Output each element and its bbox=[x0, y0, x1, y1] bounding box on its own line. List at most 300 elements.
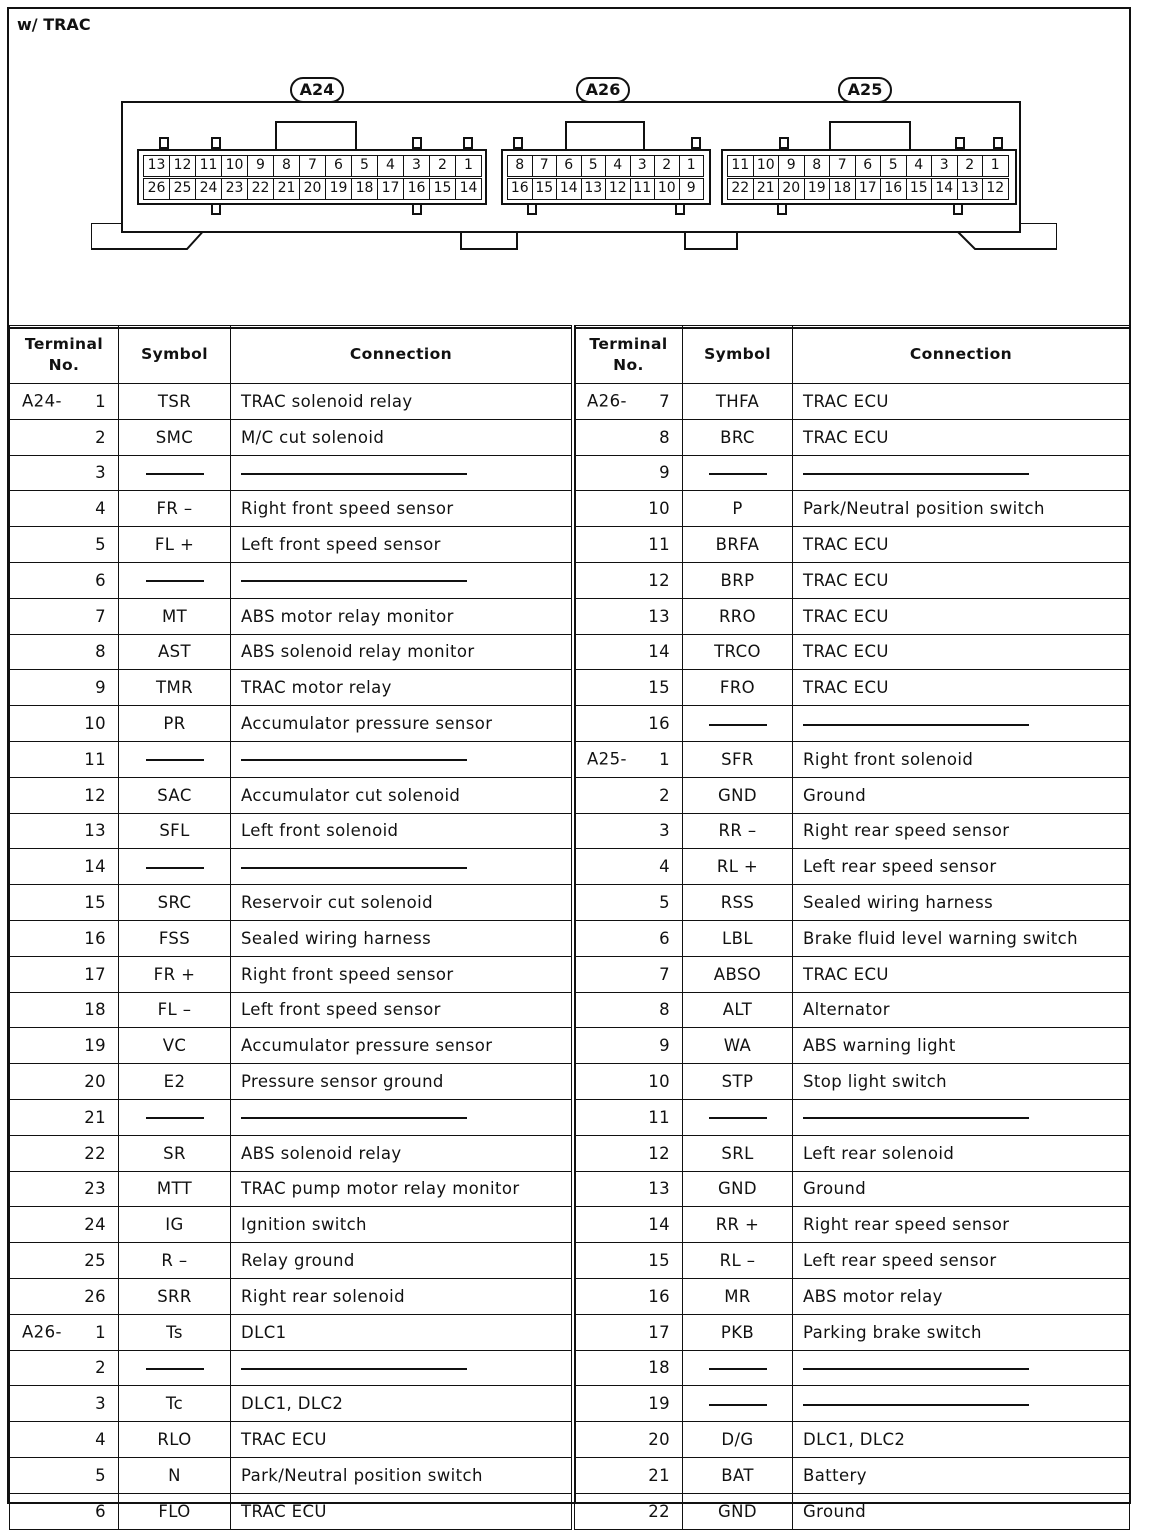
table-row bbox=[575, 491, 1130, 527]
terminal-number: 5 bbox=[95, 1465, 106, 1485]
a24-pin: 24 bbox=[195, 178, 222, 200]
a26-pin: 10 bbox=[654, 178, 680, 200]
terminal-cell bbox=[10, 1278, 119, 1314]
terminal-cell bbox=[10, 1064, 119, 1100]
a24-pin: 15 bbox=[429, 178, 456, 200]
connection-cell: Right rear solenoid bbox=[231, 1278, 572, 1314]
table-row bbox=[10, 419, 572, 455]
terminal-cell bbox=[10, 1171, 119, 1207]
connection-cell: ABS warning light bbox=[793, 1028, 1130, 1064]
terminal-number: 9 bbox=[659, 1036, 670, 1056]
table-row bbox=[10, 1314, 572, 1350]
a24-pin: 4 bbox=[377, 155, 404, 177]
no-connection-dash bbox=[709, 724, 767, 726]
a24-pin: 8 bbox=[273, 155, 300, 177]
connection-cell: TRAC solenoid relay bbox=[231, 384, 572, 420]
connector-a25 bbox=[721, 149, 1017, 205]
terminal-cell bbox=[575, 527, 683, 563]
table-row bbox=[10, 1099, 572, 1135]
terminal-cell bbox=[575, 813, 683, 849]
terminal-number: 21 bbox=[648, 1465, 670, 1485]
connection-cell bbox=[231, 1099, 572, 1135]
terminal-cell bbox=[10, 1135, 119, 1171]
header-symbol: Symbol bbox=[119, 326, 231, 384]
header-terminal bbox=[575, 326, 683, 384]
connection-cell: Park/Neutral position switch bbox=[231, 1457, 572, 1493]
no-connection-dash bbox=[709, 1404, 767, 1406]
terminal-cell bbox=[575, 670, 683, 706]
terminal-number: 9 bbox=[659, 463, 670, 483]
terminal-number: 19 bbox=[84, 1036, 106, 1056]
a24-pin: 13 bbox=[143, 155, 170, 177]
header-terminal-text: Terminal No. bbox=[24, 334, 104, 374]
terminal-cell bbox=[575, 706, 683, 742]
symbol-cell: SRC bbox=[119, 885, 231, 921]
connection-cell: Alternator bbox=[793, 992, 1130, 1028]
terminal-number: 1 bbox=[95, 391, 106, 411]
a25-pin: 1 bbox=[982, 155, 1009, 177]
symbol-cell: ABSO bbox=[683, 956, 793, 992]
symbol-cell: Tc bbox=[119, 1386, 231, 1422]
terminal-cell bbox=[575, 634, 683, 670]
terminal-cell bbox=[10, 920, 119, 956]
connection-cell: ABS solenoid relay monitor bbox=[231, 634, 572, 670]
a25-pin: 8 bbox=[804, 155, 831, 177]
terminal-number: 6 bbox=[95, 1501, 106, 1521]
table-row bbox=[575, 849, 1130, 885]
terminal-cell bbox=[10, 1386, 119, 1422]
terminal-number: 12 bbox=[648, 1143, 670, 1163]
terminal-number: 5 bbox=[659, 893, 670, 913]
terminal-cell bbox=[575, 1028, 683, 1064]
symbol-cell bbox=[119, 741, 231, 777]
connection-cell: TRAC ECU bbox=[231, 1493, 572, 1529]
terminal-number: 2 bbox=[95, 1358, 106, 1378]
connection-cell: TRAC ECU bbox=[793, 527, 1130, 563]
table-row bbox=[575, 741, 1130, 777]
terminal-number: 16 bbox=[84, 928, 106, 948]
table-row bbox=[575, 1135, 1130, 1171]
terminal-number: 2 bbox=[95, 427, 106, 447]
table-row bbox=[10, 1493, 572, 1529]
header-terminal-text: Terminal No. bbox=[589, 334, 668, 374]
table-row bbox=[575, 1028, 1130, 1064]
terminal-number: 10 bbox=[648, 1072, 670, 1092]
terminal-number: 13 bbox=[84, 821, 106, 841]
table-row bbox=[10, 527, 572, 563]
a24-pin: 22 bbox=[247, 178, 274, 200]
terminal-cell bbox=[575, 1350, 683, 1386]
a24-pin: 20 bbox=[299, 178, 326, 200]
terminal-tables bbox=[9, 325, 1129, 1521]
table-row bbox=[575, 1171, 1130, 1207]
terminal-cell bbox=[575, 920, 683, 956]
symbol-cell: P bbox=[683, 491, 793, 527]
table-row bbox=[10, 384, 572, 420]
a25-pin: 5 bbox=[880, 155, 907, 177]
terminal-cell bbox=[10, 1350, 119, 1386]
table-row bbox=[575, 777, 1130, 813]
connection-cell: TRAC ECU bbox=[793, 419, 1130, 455]
terminal-cell bbox=[10, 885, 119, 921]
symbol-cell: FRO bbox=[683, 670, 793, 706]
terminal-number: 8 bbox=[95, 642, 106, 662]
header-symbol: Symbol bbox=[683, 326, 793, 384]
connection-cell: TRAC ECU bbox=[793, 598, 1130, 634]
a24-pin: 25 bbox=[169, 178, 196, 200]
table-row bbox=[10, 885, 572, 921]
terminal-cell bbox=[10, 956, 119, 992]
connection-cell: TRAC ECU bbox=[231, 1422, 572, 1458]
terminal-number: 20 bbox=[84, 1072, 106, 1092]
a24-pin: 14 bbox=[455, 178, 482, 200]
connection-cell: Right front speed sensor bbox=[231, 491, 572, 527]
table-row bbox=[10, 598, 572, 634]
table-row bbox=[575, 634, 1130, 670]
table-row bbox=[575, 1099, 1130, 1135]
connector-a26 bbox=[501, 149, 711, 205]
table-row bbox=[575, 992, 1130, 1028]
table-row bbox=[10, 1457, 572, 1493]
table-row bbox=[10, 1135, 572, 1171]
terminal-cell bbox=[10, 419, 119, 455]
table-row bbox=[575, 670, 1130, 706]
a25-pin: 20 bbox=[778, 178, 805, 200]
table-row bbox=[10, 1278, 572, 1314]
diagram-title: w/ TRAC bbox=[17, 15, 91, 34]
terminal-cell bbox=[575, 384, 683, 420]
terminal-number: 13 bbox=[648, 606, 670, 626]
connector-label-a24: A24 bbox=[290, 77, 344, 103]
terminal-number: 14 bbox=[84, 857, 106, 877]
symbol-cell bbox=[119, 1350, 231, 1386]
terminal-number: 1 bbox=[659, 749, 670, 769]
a25-pin: 12 bbox=[982, 178, 1009, 200]
connection-cell bbox=[231, 1350, 572, 1386]
a25-pin: 11 bbox=[727, 155, 754, 177]
terminal-cell bbox=[575, 885, 683, 921]
terminal-number: 3 bbox=[95, 1394, 106, 1414]
a24-pin: 2 bbox=[429, 155, 456, 177]
table-row bbox=[575, 1278, 1130, 1314]
terminal-number: 9 bbox=[95, 678, 106, 698]
no-connection-dash bbox=[709, 473, 767, 475]
terminal-number: 16 bbox=[648, 714, 670, 734]
a25-key-top bbox=[993, 137, 1003, 149]
table-row bbox=[10, 741, 572, 777]
a25-pin: 4 bbox=[906, 155, 933, 177]
connection-cell: Left rear solenoid bbox=[793, 1135, 1130, 1171]
table-row bbox=[575, 419, 1130, 455]
table-row bbox=[10, 777, 572, 813]
a25-pin: 6 bbox=[855, 155, 882, 177]
a26-latch bbox=[565, 121, 645, 151]
connection-cell: ABS motor relay monitor bbox=[231, 598, 572, 634]
symbol-cell: RL – bbox=[683, 1243, 793, 1279]
a25-pin: 7 bbox=[829, 155, 856, 177]
terminal-number: 24 bbox=[84, 1215, 106, 1235]
a25-key-bottom bbox=[953, 203, 963, 215]
table-row bbox=[575, 1064, 1130, 1100]
connection-cell: Left front speed sensor bbox=[231, 992, 572, 1028]
no-connection-dash bbox=[241, 1117, 467, 1119]
table-row bbox=[575, 384, 1130, 420]
terminal-number: 10 bbox=[84, 714, 106, 734]
table-row bbox=[575, 562, 1130, 598]
symbol-cell: PKB bbox=[683, 1314, 793, 1350]
connection-cell: TRAC ECU bbox=[793, 384, 1130, 420]
connection-cell: DLC1, DLC2 bbox=[231, 1386, 572, 1422]
terminal-number: 21 bbox=[84, 1107, 106, 1127]
terminal-cell bbox=[575, 1457, 683, 1493]
connector-prefix: A25- bbox=[587, 749, 627, 769]
table-row bbox=[10, 1207, 572, 1243]
symbol-cell: LBL bbox=[683, 920, 793, 956]
a24-pin: 11 bbox=[195, 155, 222, 177]
connection-cell: Right front solenoid bbox=[793, 741, 1130, 777]
a26-pin: 14 bbox=[556, 178, 582, 200]
terminal-number: 5 bbox=[95, 535, 106, 555]
terminal-cell bbox=[10, 634, 119, 670]
a26-key-top bbox=[513, 137, 523, 149]
table-row bbox=[10, 813, 572, 849]
symbol-cell bbox=[683, 455, 793, 491]
terminal-cell bbox=[575, 1099, 683, 1135]
header-connection: Connection bbox=[793, 326, 1130, 384]
symbol-cell: AST bbox=[119, 634, 231, 670]
table-row bbox=[575, 920, 1130, 956]
table-row bbox=[10, 706, 572, 742]
terminal-number: 22 bbox=[84, 1143, 106, 1163]
a26-pin: 8 bbox=[507, 155, 533, 177]
a24-key-top bbox=[412, 137, 422, 149]
a24-pin: 5 bbox=[351, 155, 378, 177]
a25-pin: 2 bbox=[957, 155, 984, 177]
table-row bbox=[575, 706, 1130, 742]
a24-pin: 18 bbox=[351, 178, 378, 200]
symbol-cell bbox=[683, 706, 793, 742]
connection-cell bbox=[231, 741, 572, 777]
connection-cell: Accumulator pressure sensor bbox=[231, 706, 572, 742]
terminal-cell bbox=[10, 849, 119, 885]
no-connection-dash bbox=[803, 473, 1029, 475]
symbol-cell: SAC bbox=[119, 777, 231, 813]
table-row bbox=[10, 956, 572, 992]
no-connection-dash bbox=[241, 1368, 467, 1370]
table-row bbox=[10, 455, 572, 491]
symbol-cell: R – bbox=[119, 1243, 231, 1279]
no-connection-dash bbox=[146, 867, 204, 869]
symbol-cell: PR bbox=[119, 706, 231, 742]
table-row bbox=[10, 634, 572, 670]
connector-label-a26: A26 bbox=[576, 77, 630, 103]
symbol-cell bbox=[119, 1099, 231, 1135]
a24-pin: 26 bbox=[143, 178, 170, 200]
terminal-number: 26 bbox=[84, 1286, 106, 1306]
a24-pin: 7 bbox=[299, 155, 326, 177]
connection-cell: TRAC ECU bbox=[793, 562, 1130, 598]
terminal-cell bbox=[10, 455, 119, 491]
a25-pin: 9 bbox=[778, 155, 805, 177]
table-row bbox=[575, 813, 1130, 849]
table-row bbox=[575, 1386, 1130, 1422]
terminal-cell bbox=[10, 706, 119, 742]
terminal-number: 15 bbox=[648, 1251, 670, 1271]
page-frame bbox=[7, 7, 1131, 1521]
a25-pin: 17 bbox=[855, 178, 882, 200]
a24-key-top bbox=[159, 137, 169, 149]
a24-pin: 19 bbox=[325, 178, 352, 200]
table-row bbox=[575, 1457, 1130, 1493]
terminal-number: 15 bbox=[648, 678, 670, 698]
symbol-cell: RL + bbox=[683, 849, 793, 885]
symbol-cell: N bbox=[119, 1457, 231, 1493]
no-connection-dash bbox=[241, 759, 467, 761]
no-connection-dash bbox=[146, 473, 204, 475]
symbol-cell: BRFA bbox=[683, 527, 793, 563]
a24-key-top bbox=[463, 137, 473, 149]
terminal-number: 13 bbox=[648, 1179, 670, 1199]
terminal-cell bbox=[10, 813, 119, 849]
connection-cell: Ignition switch bbox=[231, 1207, 572, 1243]
symbol-cell: IG bbox=[119, 1207, 231, 1243]
connection-cell: ABS motor relay bbox=[793, 1278, 1130, 1314]
symbol-cell: VC bbox=[119, 1028, 231, 1064]
terminal-cell bbox=[10, 562, 119, 598]
table-row bbox=[575, 1314, 1130, 1350]
symbol-cell: THFA bbox=[683, 384, 793, 420]
no-connection-dash bbox=[803, 1404, 1029, 1406]
symbol-cell: ALT bbox=[683, 992, 793, 1028]
a24-pin: 10 bbox=[221, 155, 248, 177]
connector-label-a25: A25 bbox=[838, 77, 892, 103]
terminal-cell bbox=[10, 777, 119, 813]
terminal-number: 20 bbox=[648, 1430, 670, 1449]
terminal-cell bbox=[10, 491, 119, 527]
a25-pin: 19 bbox=[804, 178, 831, 200]
symbol-cell: MTT bbox=[119, 1171, 231, 1207]
symbol-cell: BRP bbox=[683, 562, 793, 598]
connection-cell: Ground bbox=[793, 777, 1130, 813]
symbol-cell: FR + bbox=[119, 956, 231, 992]
symbol-cell: TSR bbox=[119, 384, 231, 420]
a26-pin: 16 bbox=[507, 178, 533, 200]
terminal-cell bbox=[575, 777, 683, 813]
connection-cell bbox=[231, 562, 572, 598]
terminal-cell bbox=[10, 384, 119, 420]
terminal-cell bbox=[10, 670, 119, 706]
table-row bbox=[10, 1171, 572, 1207]
terminal-number: 18 bbox=[648, 1358, 670, 1378]
terminal-number: 17 bbox=[648, 1322, 670, 1342]
table-row bbox=[575, 1493, 1130, 1529]
a26-pin: 4 bbox=[605, 155, 631, 177]
symbol-cell: SRL bbox=[683, 1135, 793, 1171]
terminal-cell bbox=[575, 992, 683, 1028]
terminal-cell bbox=[575, 1493, 683, 1529]
terminal-cell bbox=[575, 1064, 683, 1100]
symbol-cell: GND bbox=[683, 777, 793, 813]
connection-cell: Park/Neutral position switch bbox=[793, 491, 1130, 527]
terminal-cell bbox=[575, 849, 683, 885]
table-row bbox=[575, 885, 1130, 921]
symbol-cell: GND bbox=[683, 1171, 793, 1207]
table-row bbox=[575, 455, 1130, 491]
symbol-cell: SRR bbox=[119, 1278, 231, 1314]
connector-a24 bbox=[137, 149, 487, 205]
a24-pin: 9 bbox=[247, 155, 274, 177]
connection-cell: Accumulator cut solenoid bbox=[231, 777, 572, 813]
connection-cell: Ground bbox=[793, 1171, 1130, 1207]
a25-pin: 14 bbox=[931, 178, 958, 200]
terminal-cell bbox=[10, 1243, 119, 1279]
symbol-cell: FSS bbox=[119, 920, 231, 956]
terminal-number: 22 bbox=[648, 1501, 670, 1521]
connection-cell: Battery bbox=[793, 1457, 1130, 1493]
terminal-cell bbox=[575, 491, 683, 527]
terminal-number: 6 bbox=[95, 570, 106, 590]
terminal-cell bbox=[10, 741, 119, 777]
a24-latch bbox=[275, 121, 357, 151]
symbol-cell: SR bbox=[119, 1135, 231, 1171]
connection-cell bbox=[793, 706, 1130, 742]
table-row bbox=[10, 1422, 572, 1458]
connection-cell: ABS solenoid relay bbox=[231, 1135, 572, 1171]
table-row bbox=[10, 491, 572, 527]
symbol-cell: FL – bbox=[119, 992, 231, 1028]
terminal-cell bbox=[575, 741, 683, 777]
connection-cell: Left rear speed sensor bbox=[793, 849, 1130, 885]
symbol-cell: RR – bbox=[683, 813, 793, 849]
a26-pin: 13 bbox=[581, 178, 607, 200]
a24-pin: 23 bbox=[221, 178, 248, 200]
terminal-cell bbox=[10, 1099, 119, 1135]
terminal-cell bbox=[575, 1278, 683, 1314]
symbol-cell: SMC bbox=[119, 419, 231, 455]
a25-latch bbox=[829, 121, 911, 151]
table-row bbox=[10, 1350, 572, 1386]
connection-cell: DLC1 bbox=[231, 1314, 572, 1350]
terminal-number: 19 bbox=[648, 1394, 670, 1414]
a26-pin: 2 bbox=[654, 155, 680, 177]
no-connection-dash bbox=[241, 580, 467, 582]
a24-pin: 21 bbox=[273, 178, 300, 200]
a25-pin: 10 bbox=[753, 155, 780, 177]
terminal-cell bbox=[575, 562, 683, 598]
a26-key-top bbox=[691, 137, 701, 149]
no-connection-dash bbox=[803, 1117, 1029, 1119]
a24-key-top bbox=[211, 137, 221, 149]
symbol-cell: RRO bbox=[683, 598, 793, 634]
table-row bbox=[575, 598, 1130, 634]
table-row bbox=[10, 1064, 572, 1100]
table-row bbox=[10, 992, 572, 1028]
terminal-cell bbox=[10, 1207, 119, 1243]
connection-cell: Parking brake switch bbox=[793, 1314, 1130, 1350]
a26-pin: 6 bbox=[556, 155, 582, 177]
a26-key-bottom bbox=[527, 203, 537, 215]
a25-pin: 13 bbox=[957, 178, 984, 200]
a24-pin: 6 bbox=[325, 155, 352, 177]
table-row bbox=[10, 562, 572, 598]
a25-pin: 3 bbox=[931, 155, 958, 177]
terminal-cell bbox=[575, 455, 683, 491]
no-connection-dash bbox=[146, 1117, 204, 1119]
terminal-number: 23 bbox=[84, 1179, 106, 1199]
a24-key-bottom bbox=[412, 203, 422, 215]
terminal-number: 18 bbox=[84, 1000, 106, 1020]
terminal-cell bbox=[575, 1422, 683, 1458]
